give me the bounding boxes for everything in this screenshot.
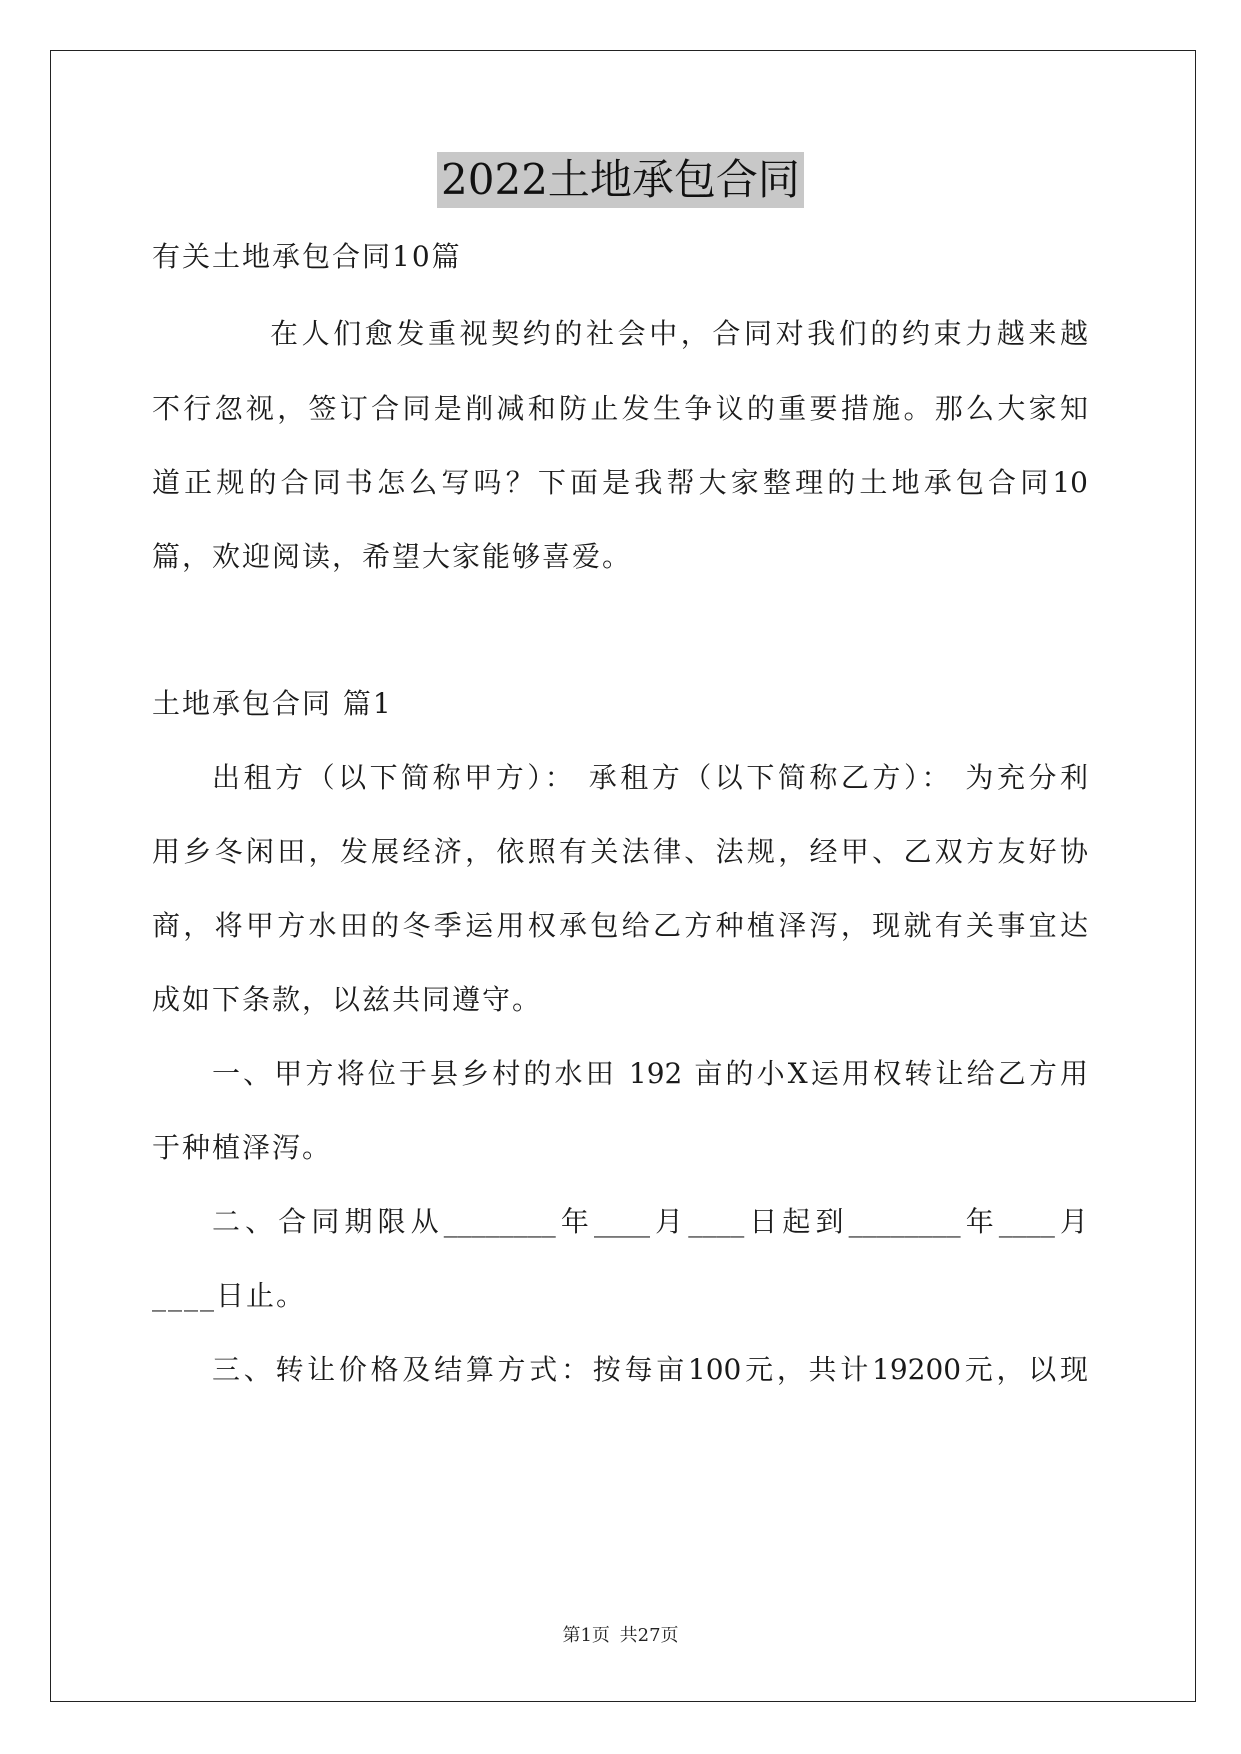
page-total: 共27页 — [619, 1625, 679, 1646]
page-border — [50, 50, 1196, 1702]
clause-2-line-1: 二、合同期限从________年____月____日起到________年____月 — [212, 1205, 1088, 1238]
intro-line-3: 道正规的合同书怎么写吗？下面是我帮大家整理的土地承包合同10 — [152, 466, 1088, 499]
clause-3-line-1: 三、转让价格及结算方式：按每亩100元，共计19200元，以现 — [212, 1353, 1088, 1386]
clause-1-line-1: 一、甲方将位于县乡村的水田 192 亩的小X运用权转让给乙方用 — [212, 1057, 1088, 1090]
clause-1-line-2: 于种植泽泻。 — [152, 1131, 333, 1164]
clause-2-line-2: ____日止。 — [152, 1279, 307, 1312]
document-subtitle: 有关土地承包合同10篇 — [152, 240, 462, 273]
document-title: 2022土地承包合同 — [437, 152, 804, 208]
section-line-4: 成如下条款，以兹共同遵守。 — [152, 983, 543, 1016]
page-footer — [0, 1624, 1241, 1648]
section-line-2: 用乡冬闲田，发展经济，依照有关法律、法规，经甲、乙双方友好协 — [152, 835, 1088, 868]
section-heading: 土地承包合同 篇1 — [152, 687, 393, 720]
section-line-3: 商，将甲方水田的冬季运用权承包给乙方种植泽泻，现就有关事宜达 — [152, 909, 1088, 942]
section-line-1: 出租方（以下简称甲方）： 承租方（以下简称乙方）： 为充分利 — [212, 761, 1088, 794]
intro-line-4: 篇，欢迎阅读，希望大家能够喜爱。 — [152, 540, 633, 573]
page-number: 第1页 — [562, 1625, 610, 1646]
intro-line-2: 不行忽视，签订合同是削减和防止发生争议的重要措施。那么大家知 — [152, 392, 1088, 425]
title-container — [0, 152, 1241, 208]
intro-line-1: 在人们愈发重视契约的社会中，合同对我们的约束力越来越 — [270, 317, 1088, 350]
